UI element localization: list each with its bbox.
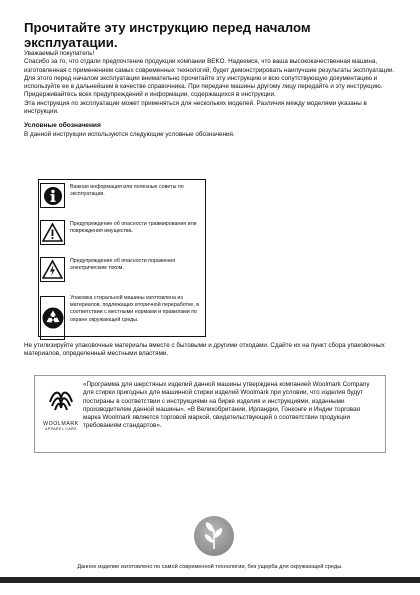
symbol-text-warning: Предупреждение об опасности травмирования или повреждения имущества.: [70, 221, 197, 235]
symbols-intro: В данной инструкции используются следующие условные обозначения.: [24, 130, 235, 138]
symbol-text-info: Важная информация или полезные советы по эксплуатации.: [70, 184, 184, 198]
symbols-list: [40, 181, 208, 347]
symbol-row-info: [40, 181, 208, 215]
symbols-section-title: Условные обозначения: [24, 122, 101, 130]
electric-shock-icon: [40, 257, 65, 282]
disposal-note: Не утилизируйте упаковочные материалы вместе с бытовыми и другими отходами. Сдайте их на пункт сбора упаковочных материалов, определенный местными властями.: [24, 342, 385, 358]
symbol-row-electric: [40, 255, 208, 289]
info-icon: [40, 183, 65, 208]
eco-leaf-icon: [194, 516, 234, 556]
woolmark-box: [34, 375, 386, 453]
symbol-text-electric: Предупреждение об опасности поражения электрическим током.: [70, 258, 176, 272]
woolmark-icon: [46, 384, 76, 414]
intro-paragraph: Спасибо за то, что отдали предпочтение продукции компании BEKO. Надеемся, что ваша высококачественная машина, изготовленная с применением самых современных технологий, будет демонстрировать наилучшие результаты эксплуатации. Для этого перед началом эксплуатации внимательно прочитайте эту инструкцию и всю сопутствующую документацию и используйте ее в дальнейшем в качестве справочника. При передаче машины другому лицу передайте и эту инструкцию. Придерживайтесь всех предупреждений и информации, содержащихся в инструкции.: [24, 58, 395, 99]
recycle-icon: [40, 296, 65, 340]
page-title: Прочитайте эту инструкцию перед началом эксплуатации.: [24, 20, 311, 50]
woolmark-logo-word: WOOLMARK: [43, 421, 79, 427]
woolmark-logo-sub: APPAREL CARE: [45, 427, 77, 431]
footer-bar: [0, 577, 420, 583]
symbol-row-warning: [40, 218, 208, 252]
symbol-text-recycle: Упаковка стиральной машины изготовлена из материалов, подлежащих вторичной переработке, в соответствии с местными нормами и правилами по охране окружающей среды.: [70, 295, 200, 323]
page-content: [24, 20, 396, 139]
symbol-row-recycle: [40, 292, 208, 344]
greeting: Уважаемый покупатель!: [24, 50, 95, 57]
woolmark-text: «Программа для шерстяных изделий данной машины утверждена компанией Woolmark Company для стирки пригодных для машинной стирки изделий Woolmark при условии, что изделия будут постираны в соответствии с инструкциями на бирке изделия и инструкциями, изданными производителем данной машины». «В Великобритании, Ирландии, Гонконге и Индии торговая марка Woolmark является торговой маркой, свидетельствующей о соответствии продукции требованиям стандартов».: [83, 381, 370, 430]
footer-text: Данное изделие изготовлено по самой современной технологии, без ущерба для окружающей среды.: [77, 564, 343, 570]
woolmark-logo: [41, 384, 81, 442]
models-note: Эта инструкция по эксплуатации может применяться для нескольких моделей. Различия между моделями указаны в инструкции.: [24, 99, 367, 116]
warning-icon: [40, 220, 65, 245]
